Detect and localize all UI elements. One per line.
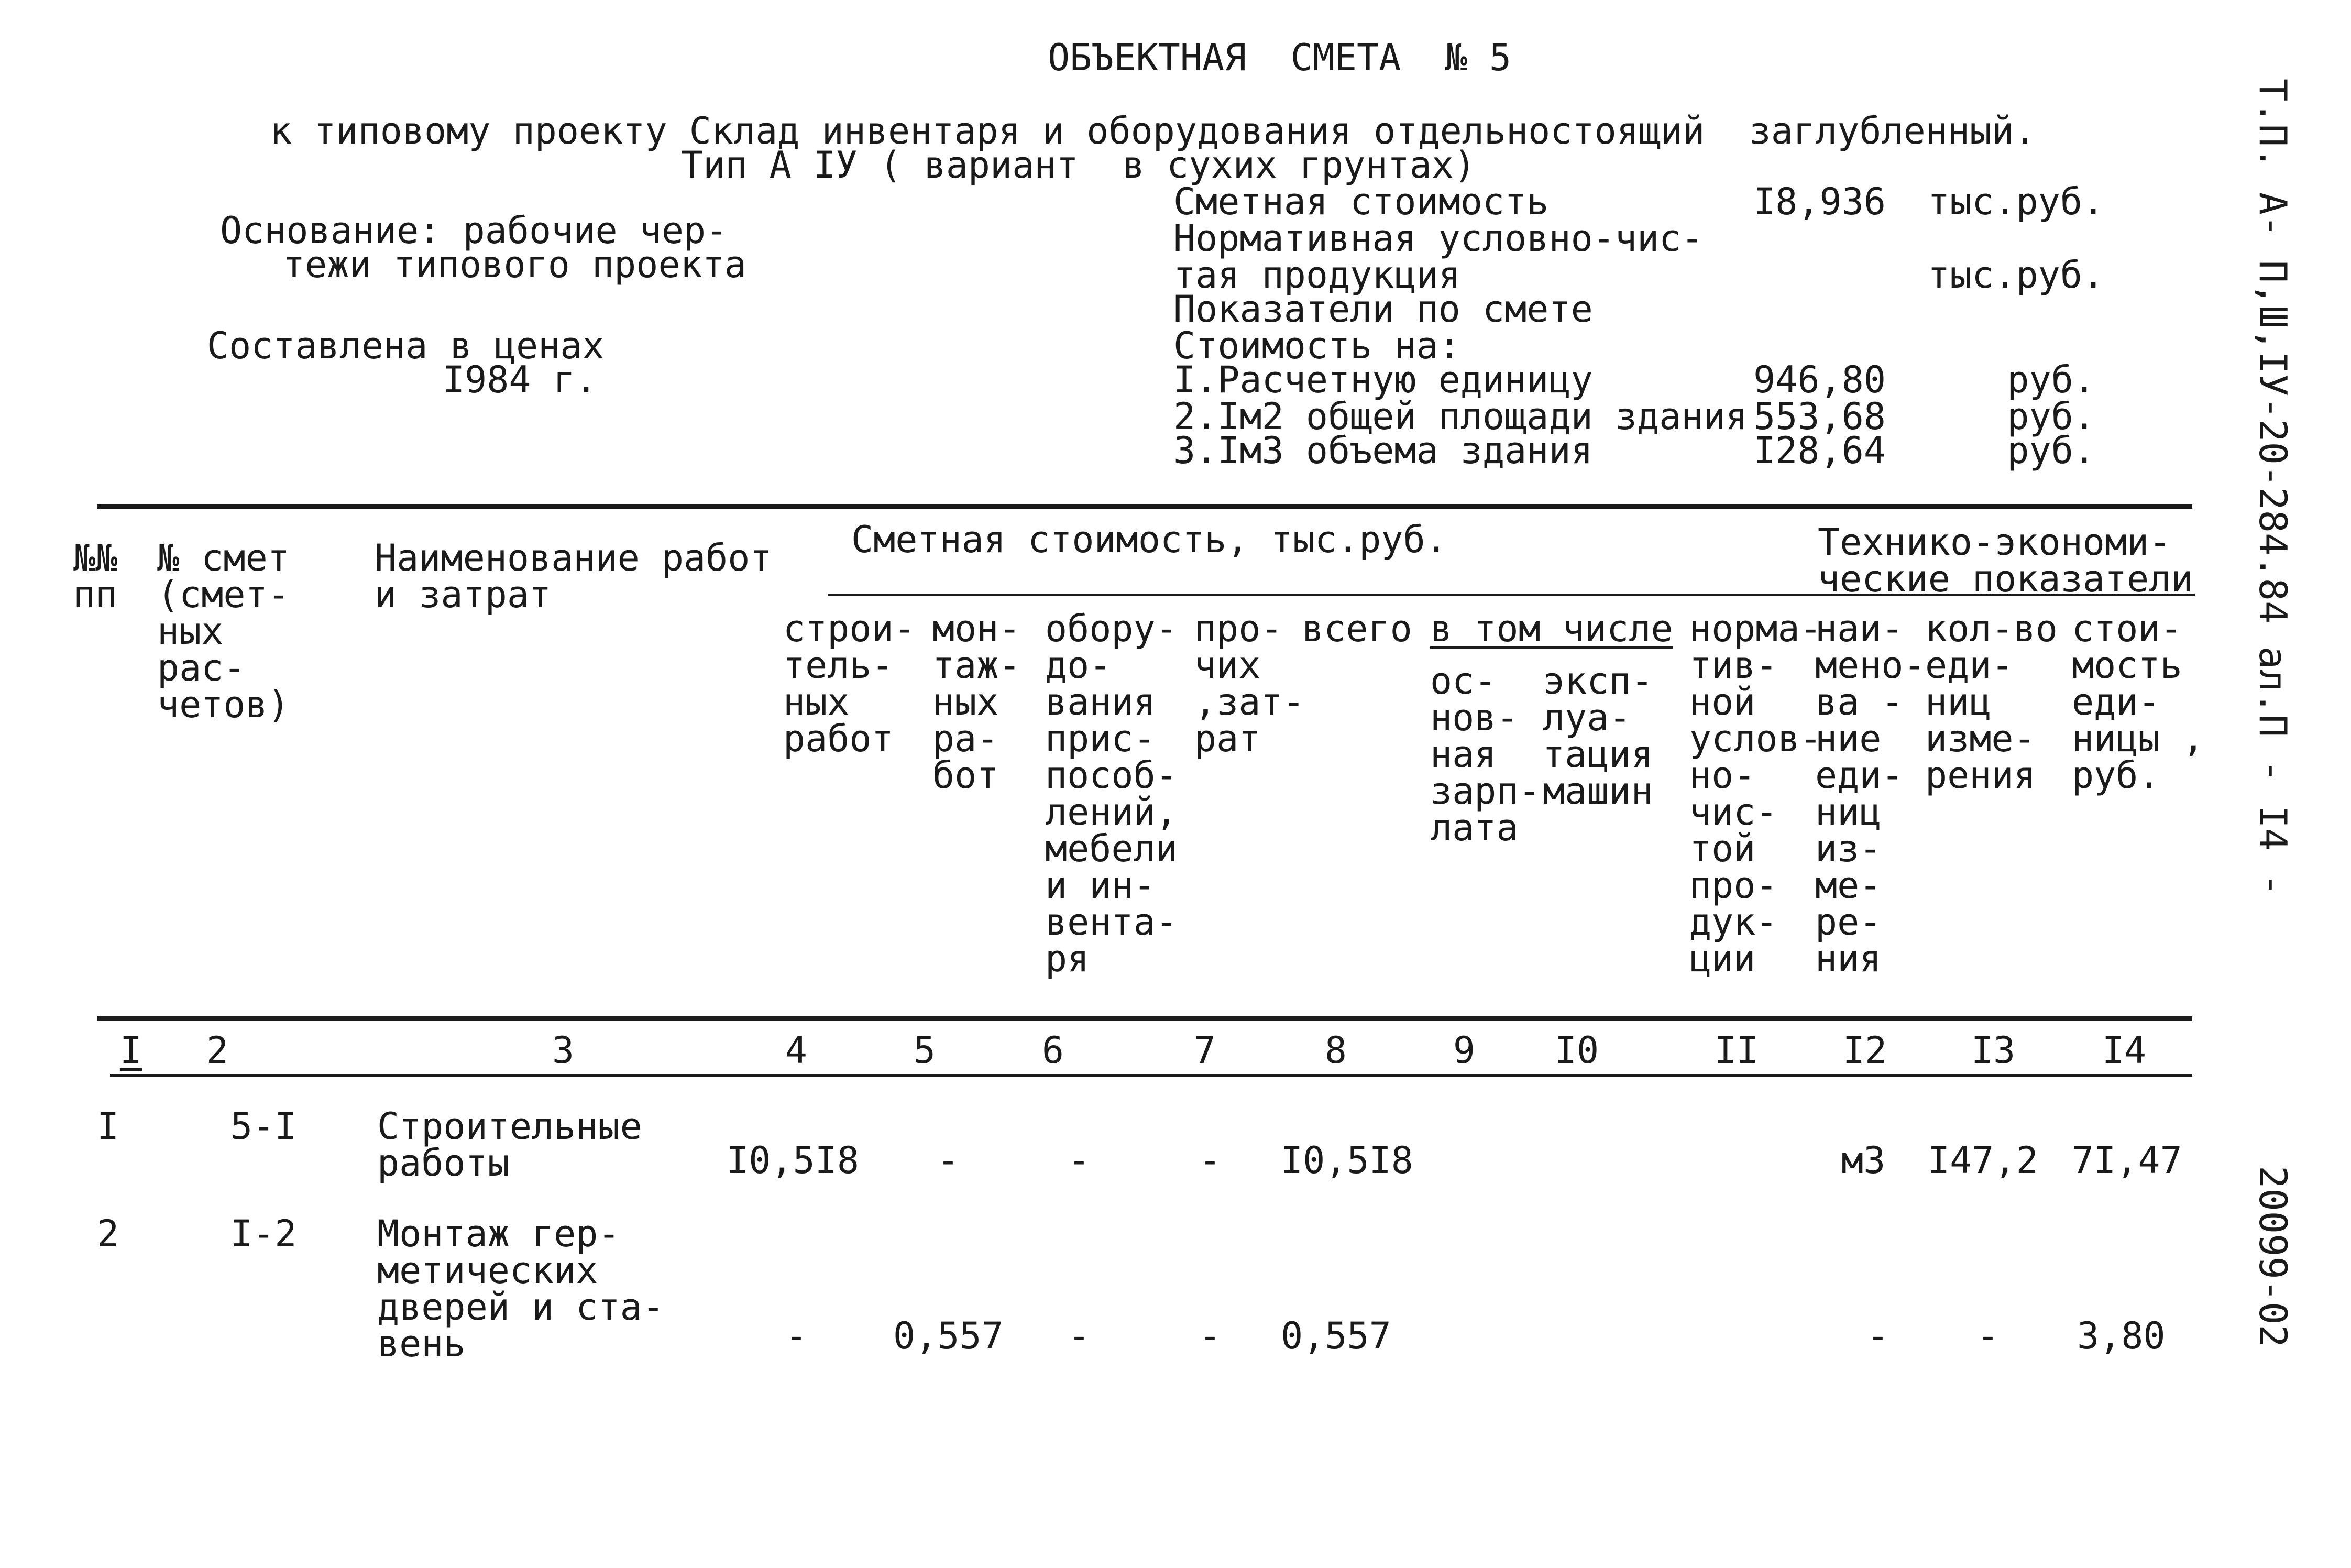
indicator-unit: руб. — [2007, 395, 2095, 438]
estimated-cost-unit: тыс.руб. — [1928, 180, 2105, 223]
header-estimate-no: № смет (смет- ных рас- четов) — [157, 536, 290, 726]
column-number: I — [119, 1029, 142, 1072]
row-construction: I0,5I8 — [727, 1139, 859, 1182]
estimated-cost-value: I8,936 — [1753, 180, 1886, 223]
header-cost-group: Сметная стоимость, тыс.руб. — [851, 518, 1447, 561]
row-estimate: I-2 — [230, 1212, 297, 1255]
header-unit-qty: кол-во еди- ниц изме- рения — [1925, 607, 2058, 797]
header-other: про- чих ,зат- рат — [1194, 607, 1305, 760]
column-number: II — [1714, 1029, 1759, 1072]
indicator-label: 3.Iм3 объема здания — [1173, 429, 1593, 472]
row-name: Строительные работы — [377, 1105, 642, 1185]
row-name: Монтаж гер- метических дверей и ста- вень — [377, 1212, 664, 1365]
row-unit-cost: 3,80 — [2077, 1314, 2166, 1357]
table-top-rule — [97, 504, 2192, 509]
row-estimate: 5-I — [230, 1105, 297, 1148]
row-total: 0,557 — [1281, 1314, 1391, 1357]
header-normative: норма- тив- ной услов- но- чис- той про- дук- ции — [1689, 607, 1822, 980]
normative-label-1: Нормативная условно-чис- — [1173, 217, 1704, 260]
header-unit-name: наи- мено- ва - ние еди- ниц из- ме- ре- ния — [1815, 607, 1926, 980]
side-label-top: Т.П. А- П,Ш,IУ-20-284.84 ал.П - I4 - — [2251, 79, 2295, 896]
row-unit: м3 — [1841, 1139, 1886, 1182]
row-unit: - — [1866, 1314, 1889, 1357]
indicator-value: 946,80 — [1753, 358, 1886, 401]
row-other: - — [1199, 1314, 1222, 1357]
row-other: - — [1199, 1139, 1222, 1182]
column-number: 3 — [552, 1029, 575, 1072]
row-unit-cost: 7I,47 — [2072, 1139, 2182, 1182]
column-number: I3 — [1971, 1029, 2016, 1072]
indicator-value: I28,64 — [1753, 429, 1886, 472]
cost-for-label: Стоимость на: — [1173, 324, 1460, 367]
row-equipment: - — [1068, 1314, 1091, 1357]
page-title: ОБЪЕКТНАЯ СМЕТА № 5 — [1048, 36, 1512, 79]
header-total: всего — [1302, 607, 1412, 650]
header-construction: строи- тель- ных работ — [783, 607, 916, 760]
normative-unit: тыс.руб. — [1928, 254, 2105, 297]
row-installation: 0,557 — [893, 1314, 1004, 1357]
column-number: I0 — [1554, 1029, 1599, 1072]
header-num: №№ пп — [73, 536, 118, 616]
basis-line-2: тежи типового проекта — [283, 243, 747, 286]
indicator-value: 553,68 — [1753, 395, 1886, 438]
indicator-label: 2.Iм2 общей площади здания — [1173, 395, 1748, 438]
header-unit-cost: стои- мость еди- ницы , руб. — [2072, 607, 2204, 797]
estimated-cost-label: Сметная стоимость — [1173, 180, 1549, 223]
project-subtitle: к типовому проекту Склад инвентаря и оборудования отдельностоящий заглубленный. — [270, 109, 2036, 152]
project-type: Тип А IУ ( вариант в сухих грунтах) — [681, 144, 1476, 187]
header-bottom-rule — [97, 1016, 2192, 1021]
row-construction: - — [785, 1314, 808, 1357]
column-number: I2 — [1842, 1029, 1887, 1072]
column-number: 4 — [785, 1029, 808, 1072]
header-tech-group: Технико-экономи- ческие показатели — [1818, 521, 2193, 600]
header-name: Наименование работ и затрат — [375, 536, 772, 616]
header-equipment: обору- до- вания прис- пособ- лений, мебели и ин- вента- ря — [1045, 607, 1178, 980]
column-number: 9 — [1453, 1029, 1476, 1072]
indicator-label: I.Расчетную единицу — [1173, 358, 1593, 401]
column-number: 8 — [1324, 1029, 1347, 1072]
column-number-rule — [110, 1074, 2192, 1077]
normative-label-2: тая продукция — [1173, 254, 1460, 297]
side-label-bottom: 20099-02 — [2251, 1166, 2295, 1347]
row-equipment: - — [1068, 1139, 1091, 1182]
row-total: I0,5I8 — [1281, 1139, 1413, 1182]
indicator-unit: руб. — [2007, 429, 2095, 472]
header-including: в том числе — [1430, 607, 1673, 650]
row-qty: I47,2 — [1928, 1139, 2038, 1182]
basis-line-1: Основание: рабочие чер- — [220, 209, 728, 252]
column-number: I4 — [2102, 1029, 2147, 1072]
column-number: 2 — [206, 1029, 229, 1072]
indicators-label: Показатели по смете — [1173, 288, 1593, 331]
prices-year: I984 г. — [443, 358, 598, 401]
column-number: 6 — [1041, 1029, 1064, 1072]
column-number: 7 — [1193, 1029, 1216, 1072]
indicator-unit: руб. — [2007, 358, 2095, 401]
prices-label: Составлена в ценах — [207, 324, 605, 367]
header-salary: ос- нов- ная зарп- лата — [1430, 660, 1541, 849]
column-number: 5 — [913, 1029, 936, 1072]
header-installation: мон- таж- ных ра- бот — [932, 607, 1021, 797]
row-num: I — [97, 1105, 119, 1148]
row-num: 2 — [97, 1212, 119, 1255]
row-qty: - — [1976, 1314, 2000, 1357]
row-installation: - — [937, 1139, 960, 1182]
header-machines: эксп- луа- тация машин — [1543, 660, 1653, 813]
